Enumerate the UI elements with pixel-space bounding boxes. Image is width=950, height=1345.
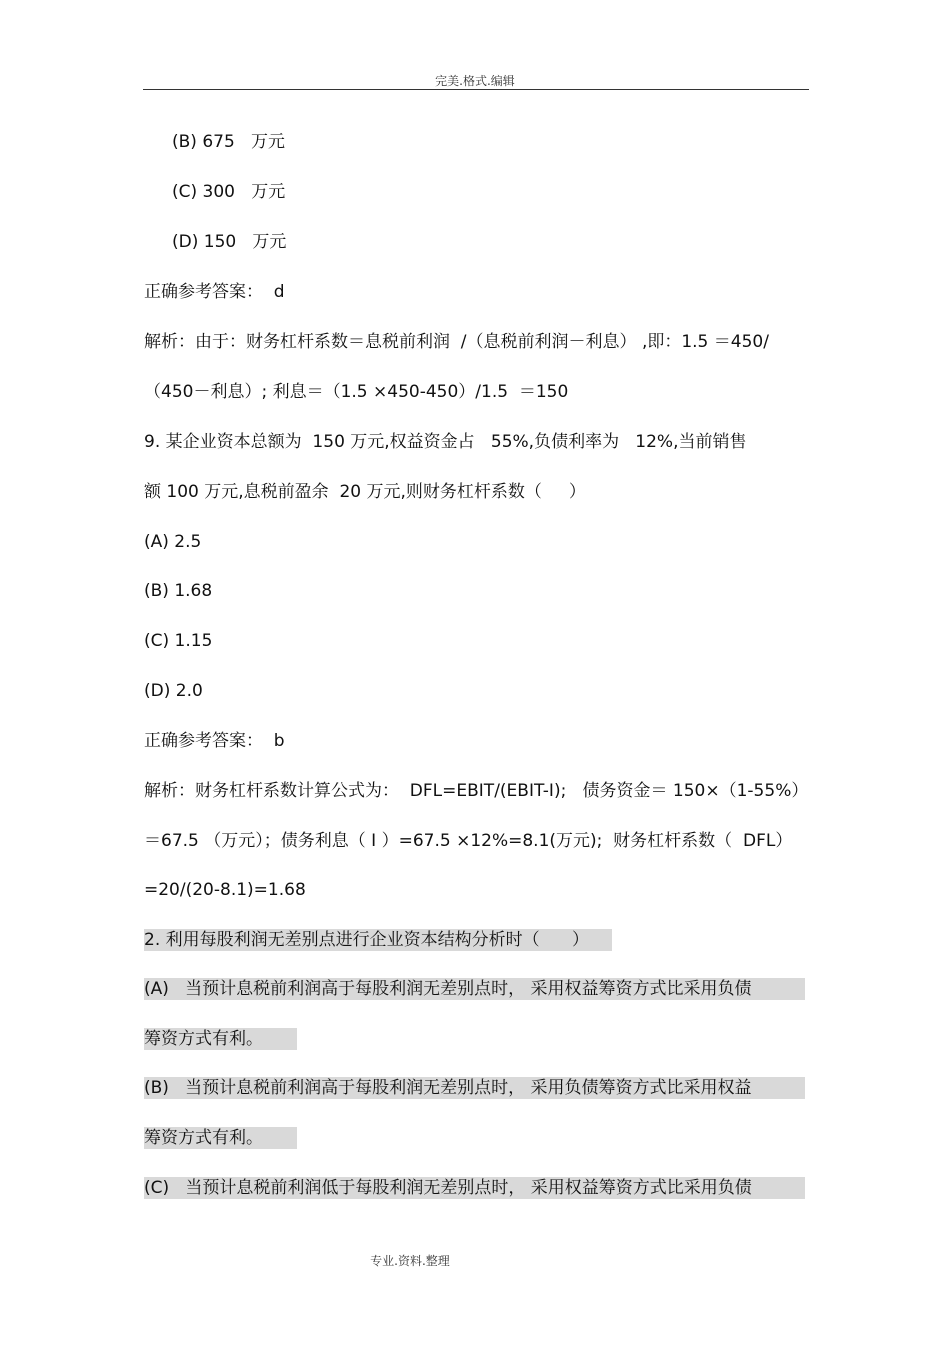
q2-option-b-line-1: (B) 当预计息税前利润高于每股利润无差别点时， 采用负债筹资方式比采用权益: [144, 1077, 805, 1099]
header-rule: [143, 89, 809, 90]
q9-option-d: (D) 2.0: [144, 681, 203, 701]
page-footer: 专业.资料.整理: [370, 1254, 450, 1268]
q9-option-b: (B) 1.68: [144, 581, 213, 601]
q2-option-b-line-2: 筹资方式有利。: [144, 1127, 297, 1149]
q2-stem: 2. 利用每股利润无差别点进行企业资本结构分析时（ ）: [144, 929, 612, 951]
q8-option-d: (D) 150 万元: [172, 232, 287, 252]
q8-analysis-line-1: 解析：由于：财务杠杆系数＝息税前利润 /（息税前利润－利息） ,即：1.5 ＝450/: [144, 332, 769, 352]
q8-analysis-line-2: （450－利息）; 利息＝（1.5 ×450-450）/1.5 ＝150: [144, 382, 569, 402]
q9-option-c: (C) 1.15: [144, 631, 213, 651]
q9-stem-line-2: 额 100 万元,息税前盈余 20 万元,则财务杠杆系数（ ）: [144, 482, 586, 502]
q8-answer: 正确参考答案： d: [144, 282, 285, 302]
q9-analysis-line-2: ＝67.5 （万元）；债务利息（ I ）=67.5 ×12%=8.1(万元); 财务杠杆系数（ DFL）: [144, 831, 793, 851]
q9-option-a: (A) 2.5: [144, 532, 202, 552]
q2-option-a-line-2: 筹资方式有利。: [144, 1028, 297, 1050]
q8-option-b: (B) 675 万元: [172, 132, 285, 152]
q9-analysis-line-1: 解析：财务杠杆系数计算公式为： DFL=EBIT/(EBIT-I); 债务资金＝ 150×（1-55%）: [144, 781, 809, 801]
page-header: 完美.格式.编辑: [435, 74, 515, 88]
q8-option-c: (C) 300 万元: [172, 182, 286, 202]
q2-option-c-line-1: (C) 当预计息税前利润低于每股利润无差别点时， 采用权益筹资方式比采用负债: [144, 1177, 805, 1199]
q9-analysis-line-3: =20/(20-8.1)=1.68: [144, 880, 306, 900]
q9-answer: 正确参考答案： b: [144, 731, 285, 751]
q9-stem-line-1: 9. 某企业资本总额为 150 万元,权益资金占 55%,负债利率为 12%,当前销售: [144, 432, 747, 452]
q2-option-a-line-1: (A) 当预计息税前利润高于每股利润无差别点时， 采用权益筹资方式比采用负债: [144, 978, 805, 1000]
